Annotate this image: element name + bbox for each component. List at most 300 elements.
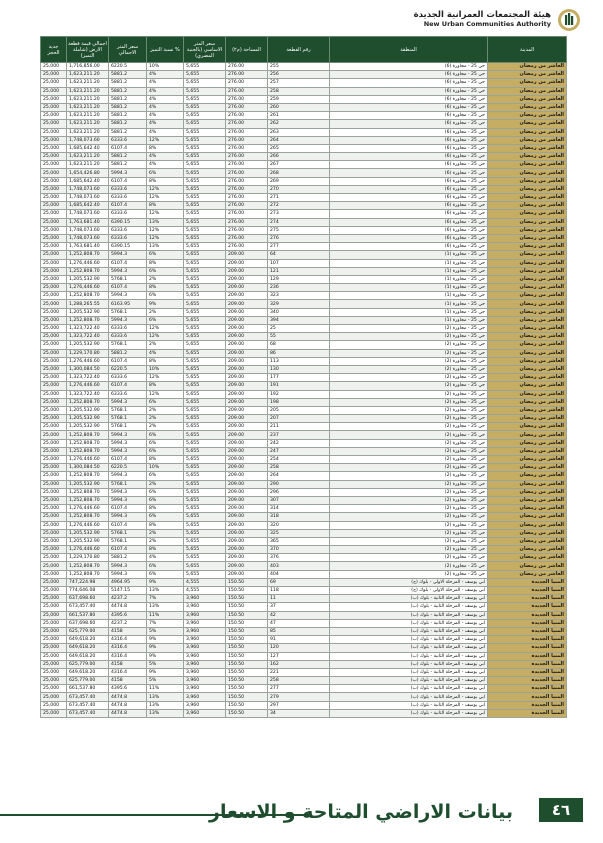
total-meter-price-cell: 4237.2 xyxy=(109,619,147,627)
district-cell: حي 25 - مجاورة (2) xyxy=(330,488,488,496)
city-cell: العاشر من رمضان xyxy=(488,185,567,193)
table-row xyxy=(41,415,567,423)
area-cell: 209.00 xyxy=(226,292,268,300)
city-cell: العاشر من رمضان xyxy=(488,464,567,472)
city-cell: العاشر من رمضان xyxy=(488,357,567,365)
base-meter-price-cell: 5,655 xyxy=(184,521,226,529)
total-value-cell: 1,276,446.60 xyxy=(67,521,109,529)
district-cell: ابي يوسف - المرحلة الثانية - بلوك (ب) xyxy=(330,619,488,627)
area-cell: 150.50 xyxy=(226,636,268,644)
area-cell: 209.00 xyxy=(226,333,268,341)
premium-percent-cell: 13% xyxy=(147,693,184,701)
area-cell: 276.00 xyxy=(226,194,268,202)
deposit-cell: 25,000 xyxy=(41,529,67,537)
plot-number-cell: 271 xyxy=(268,194,330,202)
base-meter-price-cell: 3,960 xyxy=(184,636,226,644)
premium-percent-cell: 6% xyxy=(147,562,184,570)
total-value-cell: 1,323,722.40 xyxy=(67,390,109,398)
total-meter-price-cell: 5994.3 xyxy=(109,431,147,439)
table-row xyxy=(41,243,567,251)
plot-number-cell: 256 xyxy=(268,71,330,79)
deposit-cell: 25,000 xyxy=(41,611,67,619)
area-cell: 150.50 xyxy=(226,595,268,603)
premium-percent-cell: 8% xyxy=(147,259,184,267)
column-header-district: المنطقة xyxy=(330,37,488,63)
table-row xyxy=(41,456,567,464)
plot-number-cell: 11 xyxy=(268,595,330,603)
total-meter-price-cell: 6390.15 xyxy=(109,218,147,226)
total-value-cell: 1,300,084.50 xyxy=(67,464,109,472)
base-meter-price-cell: 5,655 xyxy=(184,153,226,161)
total-meter-price-cell: 6107.4 xyxy=(109,202,147,210)
deposit-cell: 25,000 xyxy=(41,153,67,161)
base-meter-price-cell: 3,960 xyxy=(184,685,226,693)
premium-percent-cell: 5% xyxy=(147,627,184,635)
premium-percent-cell: 10% xyxy=(147,365,184,373)
base-meter-price-cell: 3,960 xyxy=(184,652,226,660)
city-cell: العاشر من رمضان xyxy=(488,136,567,144)
premium-percent-cell: 13% xyxy=(147,218,184,226)
area-cell: 209.00 xyxy=(226,382,268,390)
area-cell: 276.00 xyxy=(226,161,268,169)
total-value-cell: 1,252,808.70 xyxy=(67,267,109,275)
base-meter-price-cell: 5,655 xyxy=(184,128,226,136)
plot-number-cell: 211 xyxy=(268,423,330,431)
total-meter-price-cell: 5881.2 xyxy=(109,161,147,169)
city-cell: العاشر من رمضان xyxy=(488,341,567,349)
total-value-cell: 1,323,722.40 xyxy=(67,325,109,333)
district-cell: ابي يوسف - المرحلة الثانية - بلوك (ب) xyxy=(330,709,488,717)
district-cell: حي 25 - مجاورة (2) xyxy=(330,349,488,357)
base-meter-price-cell: 3,960 xyxy=(184,660,226,668)
base-meter-price-cell: 5,655 xyxy=(184,546,226,554)
area-cell: 276.00 xyxy=(226,177,268,185)
total-meter-price-cell: 6107.4 xyxy=(109,357,147,365)
table-row xyxy=(41,603,567,611)
city-cell: العاشر من رمضان xyxy=(488,562,567,570)
deposit-cell: 25,000 xyxy=(41,234,67,242)
table-row xyxy=(41,300,567,308)
city-cell: العاشر من رمضان xyxy=(488,521,567,529)
total-meter-price-cell: 4316.4 xyxy=(109,644,147,652)
base-meter-price-cell: 5,655 xyxy=(184,382,226,390)
premium-percent-cell: 2% xyxy=(147,406,184,414)
plot-number-cell: 191 xyxy=(268,382,330,390)
total-value-cell: 1,276,446.60 xyxy=(67,546,109,554)
base-meter-price-cell: 5,655 xyxy=(184,275,226,283)
premium-percent-cell: 13% xyxy=(147,709,184,717)
base-meter-price-cell: 5,655 xyxy=(184,423,226,431)
deposit-cell: 25,000 xyxy=(41,308,67,316)
area-cell: 276.00 xyxy=(226,112,268,120)
total-meter-price-cell: 5768.1 xyxy=(109,529,147,537)
district-cell: حي 25 - مجاورة (6) xyxy=(330,202,488,210)
total-meter-price-cell: 5994.3 xyxy=(109,292,147,300)
district-cell: حي 25 - مجاورة (2) xyxy=(330,464,488,472)
total-value-cell: 1,252,808.70 xyxy=(67,398,109,406)
district-cell: حي 25 - مجاورة (2) xyxy=(330,554,488,562)
area-cell: 209.00 xyxy=(226,554,268,562)
total-meter-price-cell: 5768.1 xyxy=(109,480,147,488)
city-cell: العاشر من رمضان xyxy=(488,349,567,357)
district-cell: حي 25 - مجاورة (2) xyxy=(330,521,488,529)
deposit-cell: 25,000 xyxy=(41,284,67,292)
deposit-cell: 25,000 xyxy=(41,685,67,693)
plot-number-cell: 247 xyxy=(268,447,330,455)
table-row xyxy=(41,308,567,316)
total-value-cell: 1,252,808.70 xyxy=(67,292,109,300)
premium-percent-cell: 13% xyxy=(147,587,184,595)
footer-title: بيانات الاراضي المتاحة و الاسعار xyxy=(209,801,513,823)
premium-percent-cell: 2% xyxy=(147,415,184,423)
deposit-cell: 25,000 xyxy=(41,87,67,95)
city-cell: العاشر من رمضان xyxy=(488,382,567,390)
base-meter-price-cell: 3,960 xyxy=(184,603,226,611)
area-cell: 209.00 xyxy=(226,390,268,398)
district-cell: ابي يوسف - المرحلة الثانية - بلوك (ب) xyxy=(330,677,488,685)
plot-number-cell: 205 xyxy=(268,406,330,414)
table-row xyxy=(41,529,567,537)
district-cell: حي 25 - مجاورة (2) xyxy=(330,382,488,390)
district-cell: حي 25 - مجاورة (2) xyxy=(330,423,488,431)
table-row xyxy=(41,210,567,218)
city-cell: العاشر من رمضان xyxy=(488,251,567,259)
total-value-cell: 1,205,532.90 xyxy=(67,537,109,545)
base-meter-price-cell: 5,655 xyxy=(184,234,226,242)
city-cell: العاشر من رمضان xyxy=(488,325,567,333)
table-row xyxy=(41,63,567,71)
district-cell: حي 25 - مجاورة (2) xyxy=(330,398,488,406)
premium-percent-cell: 5% xyxy=(147,677,184,685)
city-cell: العاشر من رمضان xyxy=(488,218,567,226)
total-value-cell: 1,252,808.70 xyxy=(67,447,109,455)
table-row xyxy=(41,349,567,357)
total-value-cell: 1,623,211.20 xyxy=(67,87,109,95)
plot-number-cell: 255 xyxy=(268,63,330,71)
deposit-cell: 25,000 xyxy=(41,521,67,529)
district-cell: حي 25 - مجاورة (2) xyxy=(330,505,488,513)
district-cell: حي 25 - مجاورة (6) xyxy=(330,144,488,152)
area-cell: 209.00 xyxy=(226,316,268,324)
total-meter-price-cell: 6390.15 xyxy=(109,243,147,251)
city-cell: العاشر من رمضان xyxy=(488,292,567,300)
base-meter-price-cell: 5,655 xyxy=(184,333,226,341)
plot-number-cell: 47 xyxy=(268,619,330,627)
total-value-cell: 1,229,170.80 xyxy=(67,349,109,357)
district-cell: حي 25 - مجاورة (6) xyxy=(330,177,488,185)
deposit-cell: 25,000 xyxy=(41,365,67,373)
deposit-cell: 25,000 xyxy=(41,226,67,234)
table-body xyxy=(41,63,567,718)
premium-percent-cell: 12% xyxy=(147,210,184,218)
premium-percent-cell: 6% xyxy=(147,431,184,439)
authority-name-english: New Urban Communities Authority xyxy=(423,20,551,28)
table-row xyxy=(41,685,567,693)
premium-percent-cell: 12% xyxy=(147,194,184,202)
base-meter-price-cell: 5,655 xyxy=(184,447,226,455)
total-value-cell: 1,685,642.40 xyxy=(67,177,109,185)
page-footer xyxy=(0,795,603,843)
premium-percent-cell: 2% xyxy=(147,529,184,537)
total-value-cell: 625,779.00 xyxy=(67,677,109,685)
base-meter-price-cell: 5,655 xyxy=(184,136,226,144)
district-cell: حي 25 - مجاورة (1) xyxy=(330,284,488,292)
city-cell: العاشر من رمضان xyxy=(488,398,567,406)
base-meter-price-cell: 5,655 xyxy=(184,95,226,103)
base-meter-price-cell: 3,960 xyxy=(184,627,226,635)
table-row xyxy=(41,382,567,390)
column-header-deposit: جدية الحجز xyxy=(41,37,67,63)
deposit-cell: 25,000 xyxy=(41,570,67,578)
city-cell: العاشر من رمضان xyxy=(488,374,567,382)
area-cell: 276.00 xyxy=(226,71,268,79)
base-meter-price-cell: 5,655 xyxy=(184,496,226,504)
district-cell: حي 25 - مجاورة (2) xyxy=(330,406,488,414)
deposit-cell: 25,000 xyxy=(41,537,67,545)
district-cell: حي 25 - مجاورة (6) xyxy=(330,120,488,128)
district-cell: حي 25 - مجاورة (1) xyxy=(330,275,488,283)
base-meter-price-cell: 5,655 xyxy=(184,259,226,267)
total-meter-price-cell: 6220.5 xyxy=(109,464,147,472)
total-meter-price-cell: 5881.2 xyxy=(109,153,147,161)
area-cell: 209.00 xyxy=(226,398,268,406)
district-cell: حي 25 - مجاورة (2) xyxy=(330,513,488,521)
city-cell: العاشر من رمضان xyxy=(488,243,567,251)
table-row xyxy=(41,464,567,472)
premium-percent-cell: 9% xyxy=(147,668,184,676)
deposit-cell: 25,000 xyxy=(41,300,67,308)
premium-percent-cell: 7% xyxy=(147,595,184,603)
area-cell: 150.50 xyxy=(226,644,268,652)
district-cell: حي 25 - مجاورة (6) xyxy=(330,103,488,111)
table-row xyxy=(41,333,567,341)
table-row xyxy=(41,619,567,627)
table-row xyxy=(41,357,567,365)
total-value-cell: 673,457.40 xyxy=(67,709,109,717)
area-cell: 209.00 xyxy=(226,284,268,292)
base-meter-price-cell: 5,655 xyxy=(184,79,226,87)
plot-number-cell: 129 xyxy=(268,275,330,283)
deposit-cell: 25,000 xyxy=(41,63,67,71)
district-cell: حي 25 - مجاورة (2) xyxy=(330,415,488,423)
total-meter-price-cell: 6333.6 xyxy=(109,234,147,242)
district-cell: حي 25 - مجاورة (2) xyxy=(330,537,488,545)
area-cell: 276.00 xyxy=(226,243,268,251)
area-cell: 209.00 xyxy=(226,488,268,496)
deposit-cell: 25,000 xyxy=(41,701,67,709)
plot-number-cell: 64 xyxy=(268,251,330,259)
city-cell: العاشر من رمضان xyxy=(488,112,567,120)
total-value-cell: 1,748,073.60 xyxy=(67,194,109,202)
table-row xyxy=(41,161,567,169)
total-value-cell: 1,276,446.60 xyxy=(67,284,109,292)
area-cell: 150.50 xyxy=(226,652,268,660)
area-cell: 150.50 xyxy=(226,587,268,595)
column-header-premium-percent: نسبة التميز % xyxy=(147,37,184,63)
table-row xyxy=(41,472,567,480)
area-cell: 150.50 xyxy=(226,578,268,586)
district-cell: حي 25 - مجاورة (6) xyxy=(330,210,488,218)
plot-number-cell: 42 xyxy=(268,611,330,619)
total-meter-price-cell: 5768.1 xyxy=(109,415,147,423)
plot-number-cell: 55 xyxy=(268,333,330,341)
plot-number-cell: 264 xyxy=(268,472,330,480)
premium-percent-cell: 7% xyxy=(147,619,184,627)
city-cell: العاشر من رمضان xyxy=(488,496,567,504)
plot-number-cell: 365 xyxy=(268,537,330,545)
base-meter-price-cell: 5,655 xyxy=(184,415,226,423)
base-meter-price-cell: 5,655 xyxy=(184,161,226,169)
plot-number-cell: 237 xyxy=(268,431,330,439)
deposit-cell: 25,000 xyxy=(41,472,67,480)
area-cell: 209.00 xyxy=(226,496,268,504)
table-row xyxy=(41,578,567,586)
area-cell: 209.00 xyxy=(226,251,268,259)
district-cell: حي 25 - مجاورة (6) xyxy=(330,136,488,144)
total-meter-price-cell: 6333.6 xyxy=(109,194,147,202)
city-cell: العاشر من رمضان xyxy=(488,79,567,87)
premium-percent-cell: 12% xyxy=(147,226,184,234)
deposit-cell: 25,000 xyxy=(41,636,67,644)
premium-percent-cell: 2% xyxy=(147,275,184,283)
deposit-cell: 25,000 xyxy=(41,652,67,660)
table-row xyxy=(41,562,567,570)
city-cell: المنيا الجديدة xyxy=(488,611,567,619)
premium-percent-cell: 6% xyxy=(147,472,184,480)
area-cell: 276.00 xyxy=(226,234,268,242)
plot-number-cell: 221 xyxy=(268,668,330,676)
area-cell: 209.00 xyxy=(226,521,268,529)
total-meter-price-cell: 4395.6 xyxy=(109,685,147,693)
deposit-cell: 25,000 xyxy=(41,693,67,701)
total-value-cell: 673,457.40 xyxy=(67,701,109,709)
plot-number-cell: 376 xyxy=(268,554,330,562)
total-meter-price-cell: 6163.95 xyxy=(109,300,147,308)
total-meter-price-cell: 6333.6 xyxy=(109,136,147,144)
table-row xyxy=(41,701,567,709)
city-cell: العاشر من رمضان xyxy=(488,161,567,169)
area-cell: 276.00 xyxy=(226,202,268,210)
area-cell: 150.50 xyxy=(226,619,268,627)
table-row xyxy=(41,570,567,578)
premium-percent-cell: 8% xyxy=(147,202,184,210)
base-meter-price-cell: 5,655 xyxy=(184,316,226,324)
premium-percent-cell: 6% xyxy=(147,447,184,455)
total-value-cell: 1,623,211.20 xyxy=(67,161,109,169)
premium-percent-cell: 6% xyxy=(147,513,184,521)
city-cell: العاشر من رمضان xyxy=(488,308,567,316)
plot-number-cell: 290 xyxy=(268,480,330,488)
deposit-cell: 25,000 xyxy=(41,218,67,226)
total-meter-price-cell: 6107.4 xyxy=(109,456,147,464)
city-cell: المنيا الجديدة xyxy=(488,652,567,660)
table-row xyxy=(41,267,567,275)
base-meter-price-cell: 5,655 xyxy=(184,357,226,365)
premium-percent-cell: 10% xyxy=(147,464,184,472)
base-meter-price-cell: 3,960 xyxy=(184,611,226,619)
table-row xyxy=(41,709,567,717)
table-row xyxy=(41,226,567,234)
district-cell: حي 25 - مجاورة (6) xyxy=(330,79,488,87)
base-meter-price-cell: 5,655 xyxy=(184,480,226,488)
premium-percent-cell: 2% xyxy=(147,308,184,316)
city-cell: العاشر من رمضان xyxy=(488,316,567,324)
total-meter-price-cell: 6333.6 xyxy=(109,226,147,234)
total-value-cell: 1,748,073.60 xyxy=(67,210,109,218)
table-row xyxy=(41,316,567,324)
district-cell: حي 25 - مجاورة (2) xyxy=(330,546,488,554)
premium-percent-cell: 2% xyxy=(147,480,184,488)
table-row xyxy=(41,537,567,545)
plot-number-cell: 260 xyxy=(268,103,330,111)
city-cell: العاشر من رمضان xyxy=(488,284,567,292)
total-meter-price-cell: 4237.2 xyxy=(109,595,147,603)
total-value-cell: 1,763,681.40 xyxy=(67,243,109,251)
city-cell: العاشر من رمضان xyxy=(488,447,567,455)
premium-percent-cell: 2% xyxy=(147,537,184,545)
base-meter-price-cell: 5,655 xyxy=(184,292,226,300)
base-meter-price-cell: 5,655 xyxy=(184,267,226,275)
city-cell: العاشر من رمضان xyxy=(488,300,567,308)
column-header-plot-number: رقم القطعة xyxy=(268,37,330,63)
plot-number-cell: 320 xyxy=(268,521,330,529)
area-cell: 209.00 xyxy=(226,374,268,382)
district-cell: حي 25 - مجاورة (1) xyxy=(330,267,488,275)
total-value-cell: 625,779.00 xyxy=(67,627,109,635)
plot-number-cell: 323 xyxy=(268,292,330,300)
deposit-cell: 25,000 xyxy=(41,546,67,554)
deposit-cell: 25,000 xyxy=(41,71,67,79)
area-cell: 209.00 xyxy=(226,562,268,570)
total-meter-price-cell: 5994.3 xyxy=(109,398,147,406)
plot-number-cell: 267 xyxy=(268,161,330,169)
total-value-cell: 1,623,211.20 xyxy=(67,103,109,111)
table-row xyxy=(41,185,567,193)
premium-percent-cell: 12% xyxy=(147,234,184,242)
total-meter-price-cell: 4316.4 xyxy=(109,652,147,660)
total-value-cell: 1,623,211.20 xyxy=(67,128,109,136)
base-meter-price-cell: 5,655 xyxy=(184,513,226,521)
table-row xyxy=(41,652,567,660)
plot-number-cell: 307 xyxy=(268,496,330,504)
premium-percent-cell: 2% xyxy=(147,423,184,431)
plot-number-cell: 258 xyxy=(268,87,330,95)
plot-number-cell: 297 xyxy=(268,701,330,709)
premium-percent-cell: 12% xyxy=(147,374,184,382)
total-value-cell: 1,252,808.70 xyxy=(67,431,109,439)
table-row xyxy=(41,521,567,529)
plot-number-cell: 91 xyxy=(268,636,330,644)
city-cell: العاشر من رمضان xyxy=(488,570,567,578)
district-cell: حي 25 - مجاورة (6) xyxy=(330,63,488,71)
deposit-cell: 25,000 xyxy=(41,562,67,570)
total-value-cell: 649,618.20 xyxy=(67,636,109,644)
total-value-cell: 1,205,532.90 xyxy=(67,275,109,283)
plot-number-cell: 314 xyxy=(268,505,330,513)
premium-percent-cell: 10% xyxy=(147,63,184,71)
district-cell: ابي يوسف - المرحلة الثانية - بلوك (ب) xyxy=(330,595,488,603)
deposit-cell: 25,000 xyxy=(41,464,67,472)
total-value-cell: 1,623,211.20 xyxy=(67,112,109,120)
plot-number-cell: 277 xyxy=(268,685,330,693)
premium-percent-cell: 4% xyxy=(147,71,184,79)
total-meter-price-cell: 4395.6 xyxy=(109,611,147,619)
city-cell: العاشر من رمضان xyxy=(488,259,567,267)
total-meter-price-cell: 6333.6 xyxy=(109,390,147,398)
area-cell: 209.00 xyxy=(226,505,268,513)
authority-name xyxy=(414,10,551,29)
total-meter-price-cell: 5994.3 xyxy=(109,513,147,521)
